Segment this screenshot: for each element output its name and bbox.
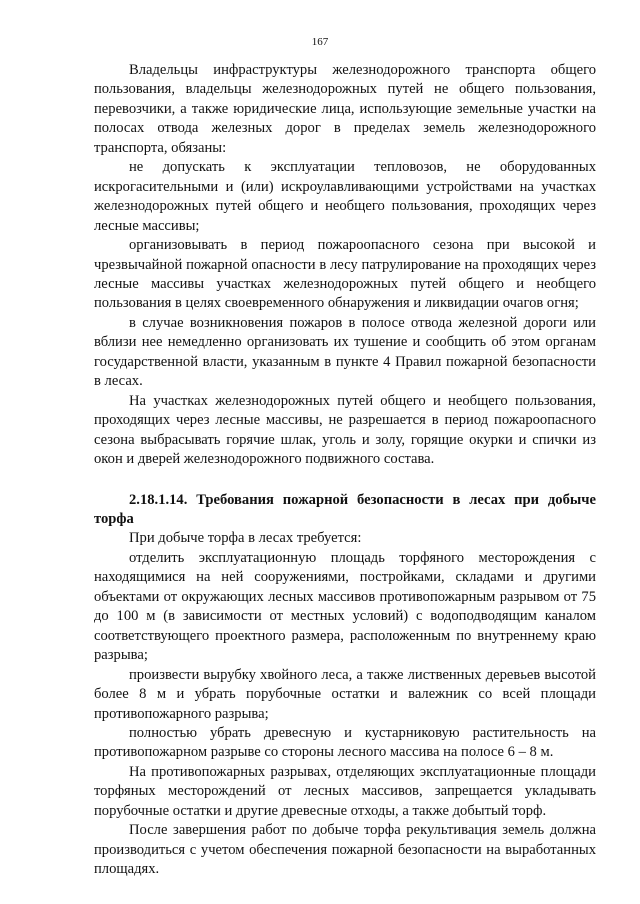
paragraph-land-reclamation: После завершения работ по добыче торфа рекультивация земель должна производиться с учетом обеспечения пожарной безопасности на выработанных площадях. [94, 822, 596, 878]
section-heading-peat-extraction: 2.18.1.14. Требования пожарной безопасности в лесах при добыче торфа [94, 491, 596, 527]
paragraph-vegetation-removal: полностью убрать древесную и кустарниковую растительность на противопожарном разрыве со стороны лесного массива на полосе 6 – 8 м. [94, 724, 596, 761]
paragraph-tree-felling: произвести вырубку хвойного леса, а также лиственных деревьев высотой более 8 м и убрать порубочные остатки и валежник со всей площади противопожарного разрыва; [94, 666, 596, 722]
paragraph-firebreak-separation: отделить эксплуатационную площадь торфяного месторождения с находящимися на ней сооружениями, постройками, складами и другими объектами от окружающих лесных массивов противопожарным разрывом от 75 до 100 м (в зависимости от местных условий) с водоподводящим каналом соответствующего проектного размера, расположенным по внутреннему краю разрыва; [94, 549, 596, 664]
document-body [94, 61, 596, 880]
paragraph-fire-response: в случае возникновения пожаров в полосе отвода железной дороги или вблизи нее немедленно организовать их тушение и сообщить об этом органам государственной власти, указанным в пункте 4 Правил пожарной безопасности в лесах. [94, 314, 596, 390]
paragraph-organize-patrols: организовывать в период пожароопасного сезона при высокой и чрезвычайной пожарной опасности в лесу патрулирование на проходящих через лесные массивы участках железнодорожных путей общего и необщего пользования в целях своевременного обнаружения и ликвидации очагов огня; [94, 237, 596, 312]
paragraph-railway-owners-intro: Владельцы инфраструктуры железнодорожного транспорта общего пользования, владельцы железнодорожных путей не общего пользования, перевозчики, а также юридические лица, использующие земельные участки на полосах отвода железных дорог в пределах земель железнодорожного транспорта, обязаны: [94, 62, 596, 156]
paragraph-peat-requirements-intro: При добыче торфа в лесах требуется: [129, 530, 362, 547]
paragraph-firebreak-prohibitions: На противопожарных разрывах, отделяющих эксплуатационные площади торфяных месторождений от лесных массивов, запрещается укладывать порубочные остатки и другие древесные отходы, а также добытый торф. [94, 763, 596, 819]
paragraph-railway-prohibitions: На участках железнодорожных путей общего и необщего пользования, проходящих через лесные массивы, не разрешается в период пожароопасного сезона выбрасывать горячие шлак, уголь и золу, горящие окурки и спички из окон и дверей железнодорожного подвижного состава. [94, 392, 596, 468]
page-number: 167 [311, 36, 329, 48]
paragraph-no-locomotives-without-spark-arresters: не допускать к эксплуатации тепловозов, не оборудованных искрогасительными и (или) искроулавливающими устройствами на участках железнодорожных путей общего и необщего пользования, проходящих через лесные массивы; [94, 159, 596, 234]
